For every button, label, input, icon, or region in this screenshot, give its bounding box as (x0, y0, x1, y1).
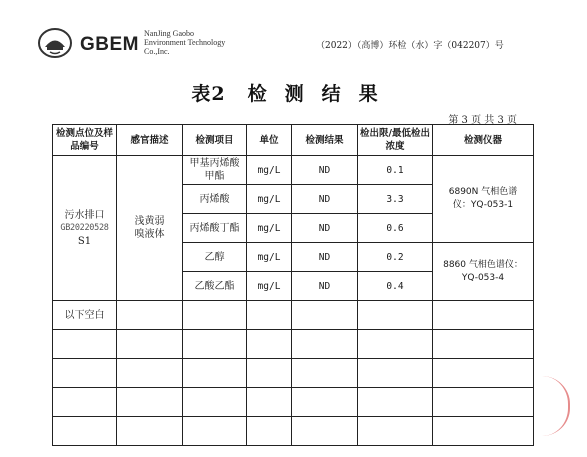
item-cell: 乙醇 (183, 243, 247, 272)
table-label: 表2 (191, 83, 226, 105)
header-instrument: 检测仪器 (433, 125, 534, 156)
limit-cell: 0.4 (358, 272, 433, 301)
result-cell: ND (292, 243, 358, 272)
limit-cell: 0.2 (358, 243, 433, 272)
result-cell: ND (292, 185, 358, 214)
unit-cell: mg/L (247, 156, 292, 185)
header-sample-point: 检测点位及样品编号 (53, 125, 117, 156)
unit-cell: mg/L (247, 272, 292, 301)
instrument-cell: 6890N 气相色谱仪：YQ-053-1 (433, 156, 534, 243)
empty-row (53, 330, 534, 359)
results-table (52, 124, 534, 446)
instrument-cell: 8860 气相色谱仪：YQ-053-4 (433, 243, 534, 301)
limit-cell: 0.1 (358, 156, 433, 185)
header-limit: 检出限/最低检出浓度 (358, 125, 433, 156)
table-row (53, 156, 534, 185)
limit-cell: 0.6 (358, 214, 433, 243)
blank-note: 以下空白 (53, 301, 117, 330)
sensory-cell: 浅黄弱嗅液体 (117, 156, 183, 301)
result-cell: ND (292, 272, 358, 301)
header-sensory: 感官描述 (117, 125, 183, 156)
empty-row (53, 359, 534, 388)
brand-name: GBEM (80, 34, 139, 55)
item-cell: 丙烯酸 (183, 185, 247, 214)
blank-note-row (53, 301, 534, 330)
limit-cell: 3.3 (358, 185, 433, 214)
item-cell: 甲基丙烯酸甲酯 (183, 156, 247, 185)
seal-stamp (542, 376, 570, 436)
result-cell: ND (292, 156, 358, 185)
page-indicator: 第 3 页 共 3 页 (448, 115, 517, 126)
table-title-text: 检测结果 (247, 83, 396, 105)
header-item: 检测项目 (183, 125, 247, 156)
table-title (0, 79, 587, 106)
item-cell: 乙酸乙酯 (183, 272, 247, 301)
document-number: （2022）（高博）环检（水）字（042207）号 (316, 41, 504, 51)
company-logo-icon (38, 28, 72, 58)
empty-row (53, 388, 534, 417)
result-cell: ND (292, 214, 358, 243)
header-result: 检测结果 (292, 125, 358, 156)
unit-cell: mg/L (247, 185, 292, 214)
item-cell: 丙烯酸丁酯 (183, 214, 247, 243)
table-header-row (53, 125, 534, 156)
company-name: NanJing Gaobo Environment Technology Co.,Inc. (144, 29, 226, 56)
unit-cell: mg/L (247, 243, 292, 272)
header-unit: 单位 (247, 125, 292, 156)
unit-cell: mg/L (247, 214, 292, 243)
empty-row (53, 417, 534, 446)
sample-cell: 污水排口 GB20220528 S1 (53, 156, 117, 301)
